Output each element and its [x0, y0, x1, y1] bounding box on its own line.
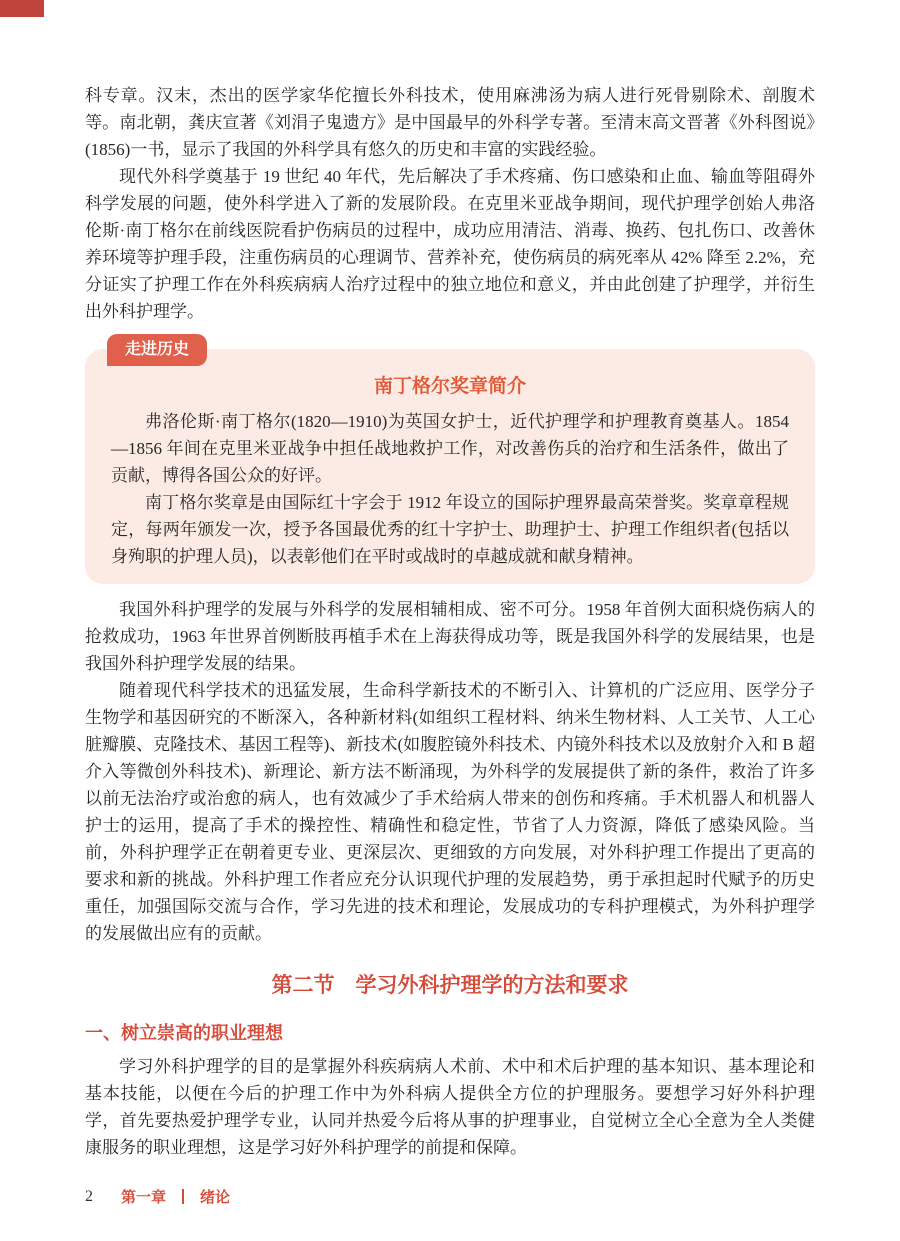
history-box-title: 南丁格尔奖章简介 — [373, 376, 526, 397]
history-box-paragraph-2: 南丁格尔奖章是由国际红十字会于 1912 年设立的国际护理界最高荣誉奖。奖章章程规定，每两年颁发一次，授予各国最优秀的红十字护士、助理护士、护理工作组织者(包括以身殉职的护理人员)，以表彰他们在平时或战时的卓越成就和献身精神。 — [111, 493, 789, 566]
footer-divider — [182, 1189, 184, 1204]
body-paragraph-2: 现代外科学奠基于 19 世纪 40 年代，先后解决了手术疼痛、伤口感染和止血、输血等阻碍外科学发展的问题，使外科学进入了新的发展阶段。在克里米亚战争期间，现代护理学创始人弗洛伦斯·南丁格尔在前线医院看护伤病员的过程中，成功应用清洁、消毒、换药、包扎伤口、改善休养环境等护理手段，注重伤病员的心理调节、营养补充，使伤病员的病死率从 42% 降至 2.2%，充分证实了护理工作在外科疾病病人治疗过程中的独立地位和意义，并由此创建了护理学，并衍生出外科护理学。 — [85, 167, 815, 321]
page-number: 2 — [85, 1187, 93, 1205]
section-heading: 第二节 学习外科护理学的方法和要求 — [271, 974, 629, 997]
footer-chapter-label: 第一章 — [121, 1189, 167, 1206]
footer-section-label: 绪论 — [200, 1189, 231, 1206]
history-box-tab-label: 走进历史 — [125, 341, 190, 358]
body-paragraph-3: 我国外科护理学的发展与外科学的发展相辅相成、密不可分。1958 年首例大面积烧伤病人的抢救成功，1963 年世界首例断肢再植手术在上海获得成功等，既是我国外科学的发展结果，也是我国外科护理学发展的结果。 — [85, 600, 815, 673]
body-paragraph-4: 随着现代科学技术的迅猛发展，生命科学新技术的不断引入、计算机的广泛应用、医学分子生物学和基因研究的不断深入，各种新材料(如组织工程材料、纳米生物材料、人工关节、人工心脏瓣膜、克隆技术、基因工程等)、新技术(如腹腔镜外科技术、内镜外科技术以及放射介入和 B 超介入等微创外科技术)、新理论、新方法不断涌现，为外科学的发展提供了新的条件，救治了许多以前无法治疗或治愈的病人，也有效减少了手术给病人带来的创伤和疼痛。手术机器人和机器人护士的运用，提高了手术的操控性、精确性和稳定性，节省了人力资源，降低了感染风险。当前，外科护理学正在朝着更专业、更深层次、更细致的方向发展，对外科护理工作提出了更高的要求和新的挑战。外科护理工作者应充分认识现代护理的发展趋势，勇于承担起时代赋予的历史重任，加强国际交流与合作，学习先进的技术和理论，发展成功的专科护理模式，为外科护理学的发展做出应有的贡献。 — [85, 681, 815, 943]
subsection-heading: 一、树立崇高的职业理想 — [85, 1023, 283, 1043]
body-paragraph-1: 科专章。汉末，杰出的医学家华佗擅长外科技术，使用麻沸汤为病人进行死骨剔除术、剖腹术等。南北朝，龚庆宣著《刘涓子鬼遗方》是中国最早的外科学专著。至清末高文晋著《外科图说》(1856)一书，显示了我国的外科学具有悠久的历史和丰富的实践经验。 — [85, 86, 815, 159]
history-box-paragraph-1: 弗洛伦斯·南丁格尔(1820—1910)为英国女护士，近代护理学和护理教育奠基人。1854—1856 年间在克里米亚战争中担任战地救护工作，对改善伤兵的治疗和生活条件，做出了贡献，博得各国公众的好评。 — [111, 412, 789, 485]
section-paragraph-1: 学习外科护理学的目的是掌握外科疾病病人术前、术中和术后护理的基本知识、基本理论和基本技能，以便在今后的护理工作中为外科病人提供全方位的护理服务。要想学习好外科护理学，首先要热爱护理学专业，认同并热爱今后将从事的护理事业，自觉树立全心全意为全人类健康服务的职业理想，这是学习好外科护理学的前提和保障。 — [85, 1057, 815, 1157]
page-content — [85, 82, 815, 1161]
history-box-tab — [107, 334, 207, 366]
chapter-edge-tab — [0, 0, 44, 17]
history-sidebar-box — [85, 341, 815, 584]
page-footer — [85, 1186, 230, 1207]
